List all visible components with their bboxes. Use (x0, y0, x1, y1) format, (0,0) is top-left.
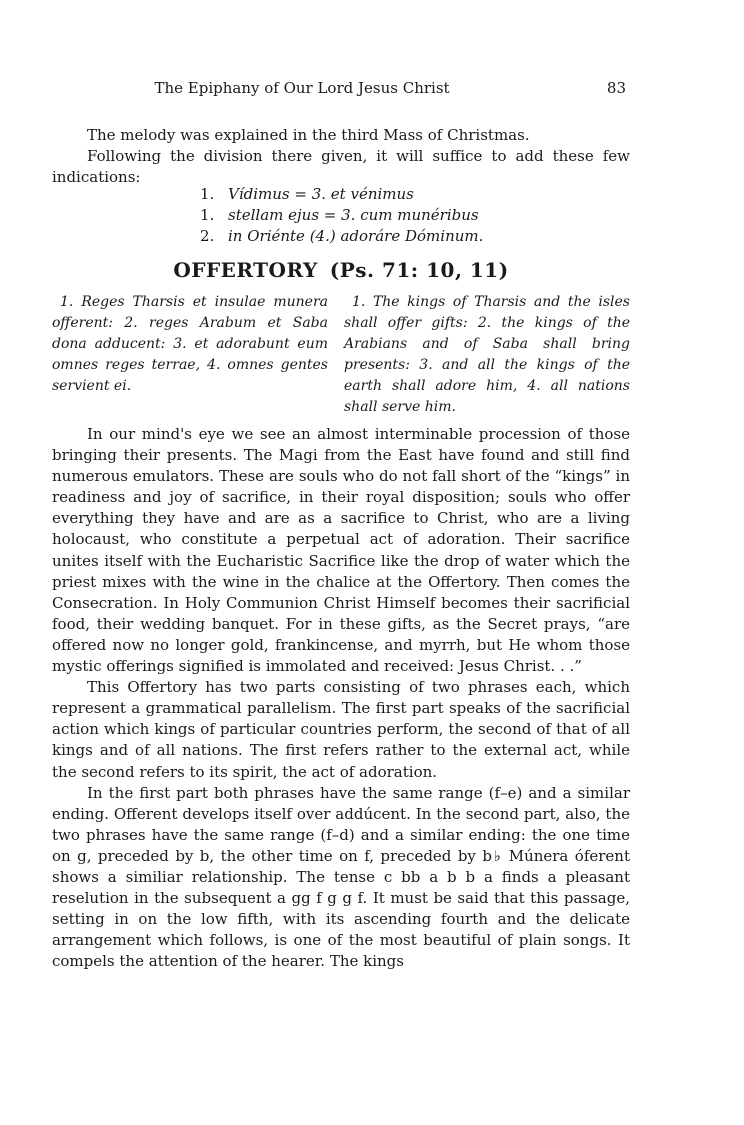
running-title: The Epiphany of Our Lord Jesus Christ (154, 79, 450, 97)
intro-line-1: The melody was explained in the third Mass of Christmas. (87, 126, 530, 144)
indication-number: 1. (200, 185, 215, 203)
heading-main: OFFERTORY (173, 258, 318, 282)
indication-item (200, 205, 483, 226)
page-number: 83 (606, 79, 626, 97)
paragraph: In our mind's eye we see an almost interminable procession of those bringing their presents. The Magi from the East have found and still find numerous emulators. These are souls who do not fall short of the “kings” in readiness and joy of sacrifice, in their royal disposition; souls who offer everything they have and are as a sacrifice to Christ, who are a living holocaust, who constitute a perpetual act of adoration. Their sacrifice unites itself with the Eucharistic Sacrifice like the drop of water which the priest mixes with the wine in the chalice at the Offertory. Then comes the Consecration. In Holy Communion Christ Himself becomes their sacrificial food, their wedding banquet. For in these gifts, as the Secret prays, “are offered now no longer gold, frankincense, and myrrh, but He whom those mystic offerings signified is immolated and received: Jesus Christ. . .” (52, 425, 630, 676)
latin-column (52, 292, 328, 397)
indication-number: 2. (200, 227, 215, 245)
indication-text: stellam ejus = 3. cum munéribus (228, 206, 479, 224)
paragraph: In the first part both phrases have the same range (f–e) and a similar ending. Offerent develops itself over addúcent. In the second part, also, the two phrases have the same range (f–d) and a similar ending: the one time on g, preceded by b, the other time on f, preceded by b♭ Múnera óferent shows a similiar relationship. The tense c bb a b b a finds a pleasant reselution in the subsequent a gg f g g f. It must be said that this passage, setting in on the low fifth, with its ascending fourth and the delicate arrangement which follows, is one of the most beautiful of plain songs. It compels the attention of the hearer. The kings (52, 783, 630, 971)
indication-item (200, 226, 483, 247)
running-head (52, 79, 630, 99)
english-column (344, 292, 630, 418)
english-text: 1. The kings of Tharsis and the isles shall offer gifts: 2. the kings of the Arabians and of Saba shall bring presents: 3. and all the kings of the earth shall adore him, 4. all nations shall serve him. (344, 294, 630, 415)
indication-text: Vídimus = 3. et vénimus (228, 185, 414, 203)
heading-reference: (Ps. 71: 10, 11) (329, 258, 509, 282)
intro (52, 125, 630, 188)
section-heading (52, 258, 630, 282)
indications-list (200, 184, 483, 247)
indication-number: 1. (200, 206, 215, 224)
latin-text: 1. Reges Tharsis et insulae munera offerent: 2. reges Arabum et Saba dona adducent: 3. et adorabunt eum omnes reges terrae, 4. omnes gentes servient ei. (52, 294, 328, 394)
indication-item (200, 184, 483, 205)
paragraph: This Offertory has two parts consisting of two phrases each, which represent a grammatical parallelism. The first part speaks of the sacrificial action which kings of particular countries perform, the second of that of all kings and of all nations. The first refers rather to the external act, while the second refers to its spirit, the act of adoration. (52, 678, 630, 781)
commentary (52, 424, 630, 972)
indication-text: in Oriénte (4.) adoráre Dóminum. (228, 227, 484, 245)
intro-line-2: Following the division there given, it will suffice to add these few indications: (52, 147, 630, 186)
